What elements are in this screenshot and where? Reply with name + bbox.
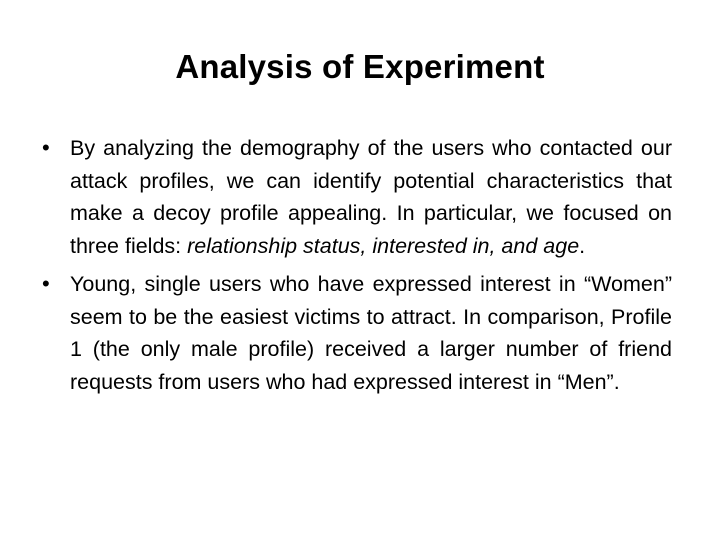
bullet-list (42, 132, 672, 404)
bullet-item-1 (42, 132, 672, 262)
bullet-icon: • (42, 271, 50, 296)
bullet-1-text: By analyzing the demography of the users who contacted our attack profiles, we can identify potential characteristics that make a decoy profile appealing. In particular, we focused on three fields: (70, 136, 672, 258)
bullet-1-emphasis: relationship status, interested in, and age (187, 233, 580, 258)
slide-title: Analysis of Experiment (175, 48, 545, 85)
bullet-1-end: . (579, 233, 586, 258)
bullet-2-text: Young, single users who have expressed interest in “Women” seem to be the easiest victims to attract. In comparison, Profile 1 (the only male profile) received a larger number of friend requests from users who had expressed interest in “Men”. (70, 272, 672, 394)
bullet-icon: • (42, 135, 50, 160)
bullet-item-2 (42, 268, 672, 398)
